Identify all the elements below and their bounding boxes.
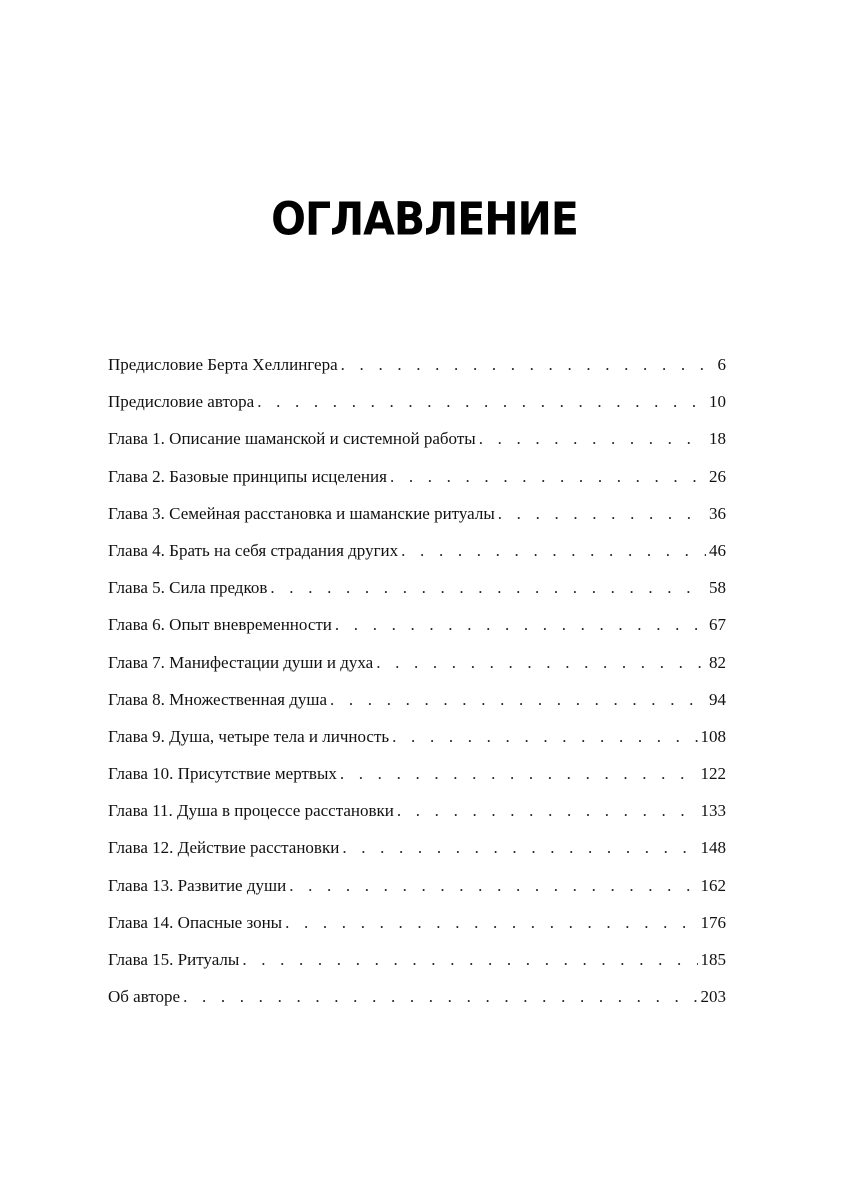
toc-entry-title: Глава 8. Множественная душа [108, 689, 327, 709]
dot-leader [183, 982, 697, 1012]
dot-leader [270, 573, 706, 603]
toc-entry-title: Глава 10. Присутствие мертвых [108, 764, 337, 784]
dot-leader [397, 796, 698, 826]
toc-entry[interactable] [108, 908, 726, 945]
toc-entry-title: Глава 15. Ритуалы [108, 950, 240, 969]
toc-entry-title: Глава 2. Базовые принципы исцеления [108, 466, 387, 486]
dot-leader [479, 424, 706, 454]
toc-entry[interactable] [108, 833, 726, 870]
toc-entry[interactable] [108, 722, 726, 759]
toc-entry-page: 58 [709, 578, 726, 598]
toc-entry-page: 122 [700, 764, 726, 784]
toc-entry-title: Об авторе [108, 987, 181, 1007]
toc-entry[interactable] [108, 685, 726, 722]
toc-entry[interactable] [108, 424, 726, 461]
toc-entry-title: Глава 3. Семейная расстановка и шаманские ритуалы [108, 503, 495, 523]
toc-entry[interactable] [108, 945, 726, 982]
toc-entry-title: Глава 14. Опасные зоны [108, 912, 283, 932]
dot-leader [401, 536, 706, 566]
dot-leader [335, 610, 706, 640]
dot-leader [289, 871, 697, 901]
toc-entry-page: 46 [709, 540, 726, 560]
toc-entry[interactable] [108, 796, 726, 833]
toc-entry-page: 148 [700, 838, 726, 858]
toc-entry[interactable] [108, 982, 726, 1019]
toc-entry-page: 82 [709, 652, 726, 672]
dot-leader [330, 685, 706, 715]
toc-entry-page: 6 [717, 355, 726, 374]
toc-entry[interactable] [108, 610, 726, 647]
toc-entry-page: 176 [700, 912, 726, 932]
toc-entry[interactable] [108, 350, 726, 387]
dot-leader [376, 648, 706, 678]
toc-entry-page: 26 [709, 466, 726, 486]
toc-entry[interactable] [108, 462, 726, 499]
dot-leader [340, 759, 698, 789]
toc-entry[interactable] [108, 759, 726, 796]
toc-entry-page: 108 [700, 726, 726, 746]
toc-entry-title: Глава 9. Душа, четыре тела и личность [108, 726, 390, 746]
page-title: ОГЛАВЛЕНИЕ [271, 193, 578, 246]
toc-entry-title: Глава 12. Действие расстановки [108, 838, 340, 858]
toc-entry[interactable] [108, 387, 726, 424]
toc-entry-title: Глава 11. Душа в процессе расстановки [108, 801, 394, 821]
toc-entry-title: Глава 6. Опыт вневременности [108, 615, 332, 635]
toc-entry[interactable] [108, 648, 726, 685]
toc-entry-title: Предисловие автора [108, 392, 255, 412]
dot-leader [242, 945, 697, 975]
table-of-contents [108, 350, 726, 1019]
toc-entry-page: 36 [709, 503, 726, 523]
toc-entry-title: Глава 5. Сила предков [108, 578, 268, 598]
toc-entry-title: Предисловие Берта Хеллингера [108, 355, 338, 374]
dot-leader [341, 350, 715, 380]
toc-entry-page: 94 [709, 689, 726, 709]
toc-entry-title: Глава 7. Манифестации души и духа [108, 652, 374, 672]
toc-entry-title: Глава 13. Развитие души [108, 875, 287, 895]
toc-entry-page: 18 [709, 429, 726, 449]
dot-leader [257, 387, 706, 417]
toc-entry[interactable] [108, 536, 726, 573]
toc-entry-page: 133 [700, 801, 726, 821]
toc-entry-title: Глава 4. Брать на себя страдания других [108, 540, 399, 560]
toc-entry[interactable] [108, 499, 726, 536]
toc-entry-page: 67 [709, 615, 726, 635]
toc-entry-page: 203 [700, 987, 726, 1007]
dot-leader [285, 908, 697, 938]
toc-entry-page: 162 [700, 875, 726, 895]
dot-leader [390, 462, 706, 492]
toc-entry[interactable] [108, 573, 726, 610]
toc-entry-title: Глава 1. Описание шаманской и системной работы [108, 429, 476, 449]
toc-entry[interactable] [108, 871, 726, 908]
dot-leader [498, 499, 706, 529]
dot-leader [392, 722, 697, 752]
toc-entry-page: 10 [709, 392, 726, 412]
toc-entry-page: 185 [700, 950, 726, 969]
dot-leader [342, 833, 697, 863]
